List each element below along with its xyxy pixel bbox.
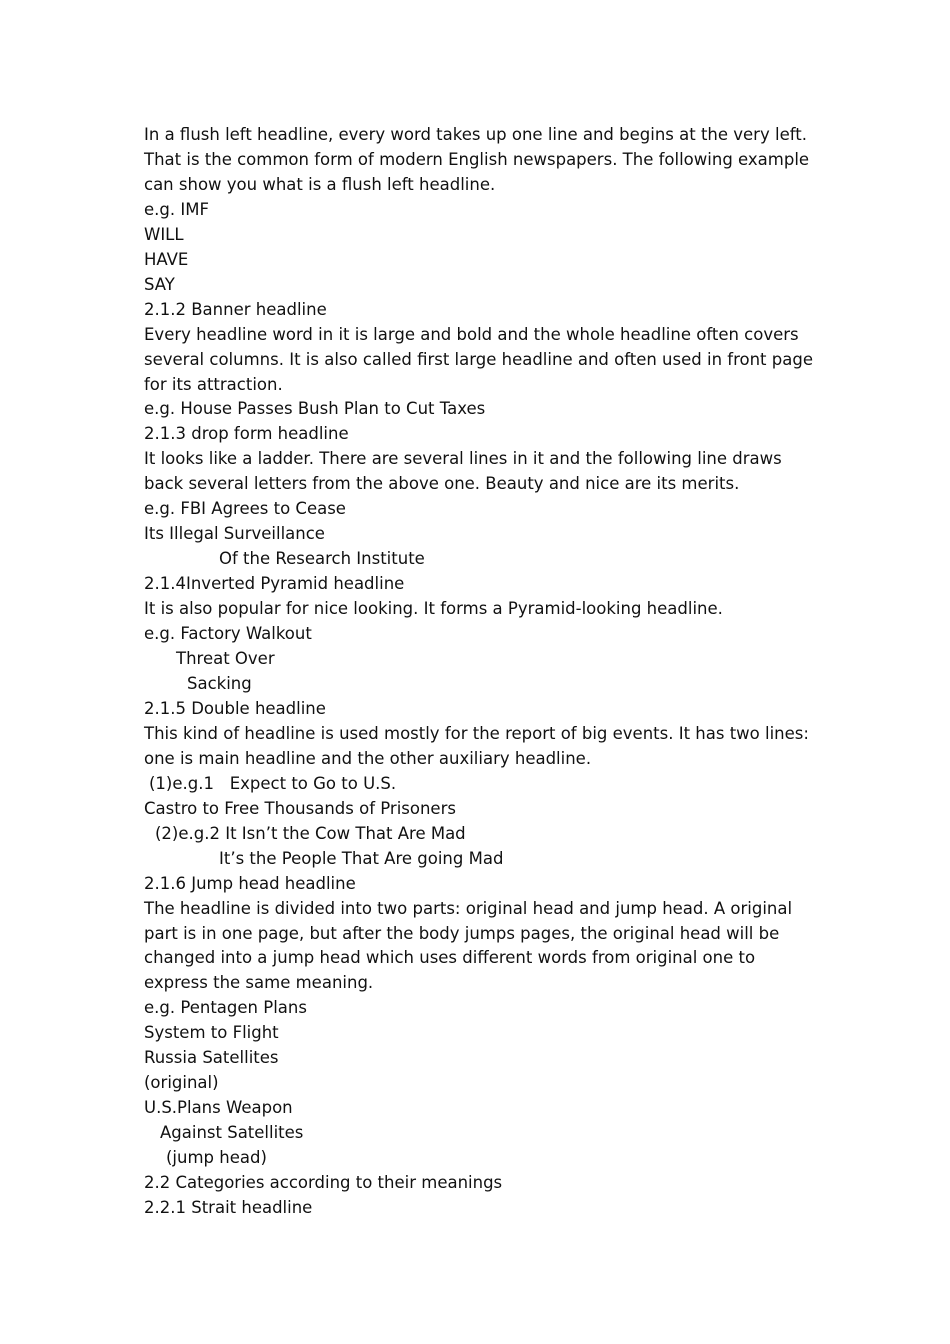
section-body-jump-head: The headline is divided into two parts: original head and jump head. A original part is in one page, but after the body jumps pages, the original head will be changed into a jump head which uses different words from original one to express the same meaning. xyxy=(144,898,793,993)
example-line: SAY xyxy=(144,274,175,294)
example-line: (jump head) xyxy=(166,1148,267,1168)
example-line: e.g. FBI Agrees to Cease xyxy=(144,499,346,519)
example-line: e.g. IMF xyxy=(144,199,209,219)
section-heading-strait: 2.2.1 Strait headline xyxy=(144,1197,313,1217)
example-line: Russia Satellites xyxy=(144,1048,279,1068)
example-line: Threat Over xyxy=(176,649,275,669)
example-line: Sacking xyxy=(187,673,252,693)
section-heading-drop-form: 2.1.3 drop form headline xyxy=(144,424,349,444)
example-line: Of the Research Institute xyxy=(219,549,425,569)
document-page xyxy=(144,123,814,1221)
example-line: WILL xyxy=(144,224,184,244)
example-line: e.g. House Passes Bush Plan to Cut Taxes xyxy=(144,399,486,419)
example-line: Its Illegal Surveillance xyxy=(144,524,325,544)
section-heading-double: 2.1.5 Double headline xyxy=(144,698,326,718)
example-line: e.g. Factory Walkout xyxy=(144,624,312,644)
intro-paragraph: In a flush left headline, every word takes up one line and begins at the very left. That is the common form of modern English newspapers. The following example can show you what is a flush left headline. xyxy=(144,125,810,194)
section-heading-inverted-pyramid: 2.1.4Inverted Pyramid headline xyxy=(144,574,405,594)
section-heading-jump-head: 2.1.6 Jump head headline xyxy=(144,873,356,893)
example-line: Castro to Free Thousands of Prisoners xyxy=(144,798,456,818)
section-body-double: This kind of headline is used mostly for the report of big events. It has two lines: one is main headline and the other auxiliary headline. xyxy=(144,723,809,768)
example-line: It’s the People That Are going Mad xyxy=(219,848,504,868)
example-line: (2)e.g.2 It Isn’t the Cow That Are Mad xyxy=(155,823,466,843)
example-line: (1)e.g.1 Expect to Go to U.S. xyxy=(149,773,397,793)
example-line: HAVE xyxy=(144,249,189,269)
example-line: (original) xyxy=(144,1073,219,1093)
example-line: System to Flight xyxy=(144,1023,279,1043)
example-line: Against Satellites xyxy=(160,1123,304,1143)
section-heading-banner: 2.1.2 Banner headline xyxy=(144,299,327,319)
example-line: e.g. Pentagen Plans xyxy=(144,998,307,1018)
example-line: U.S.Plans Weapon xyxy=(144,1098,293,1118)
section-body-drop-form: It looks like a ladder. There are several lines in it and the following line draws back several letters from the above one. Beauty and nice are its merits. xyxy=(144,449,782,494)
section-heading-categories: 2.2 Categories according to their meanings xyxy=(144,1173,503,1193)
section-body-inverted-pyramid: It is also popular for nice looking. It forms a Pyramid-looking headline. xyxy=(144,599,723,619)
section-body-banner: Every headline word in it is large and bold and the whole headline often covers several columns. It is also called first large headline and often used in front page for its attraction. xyxy=(144,324,813,394)
